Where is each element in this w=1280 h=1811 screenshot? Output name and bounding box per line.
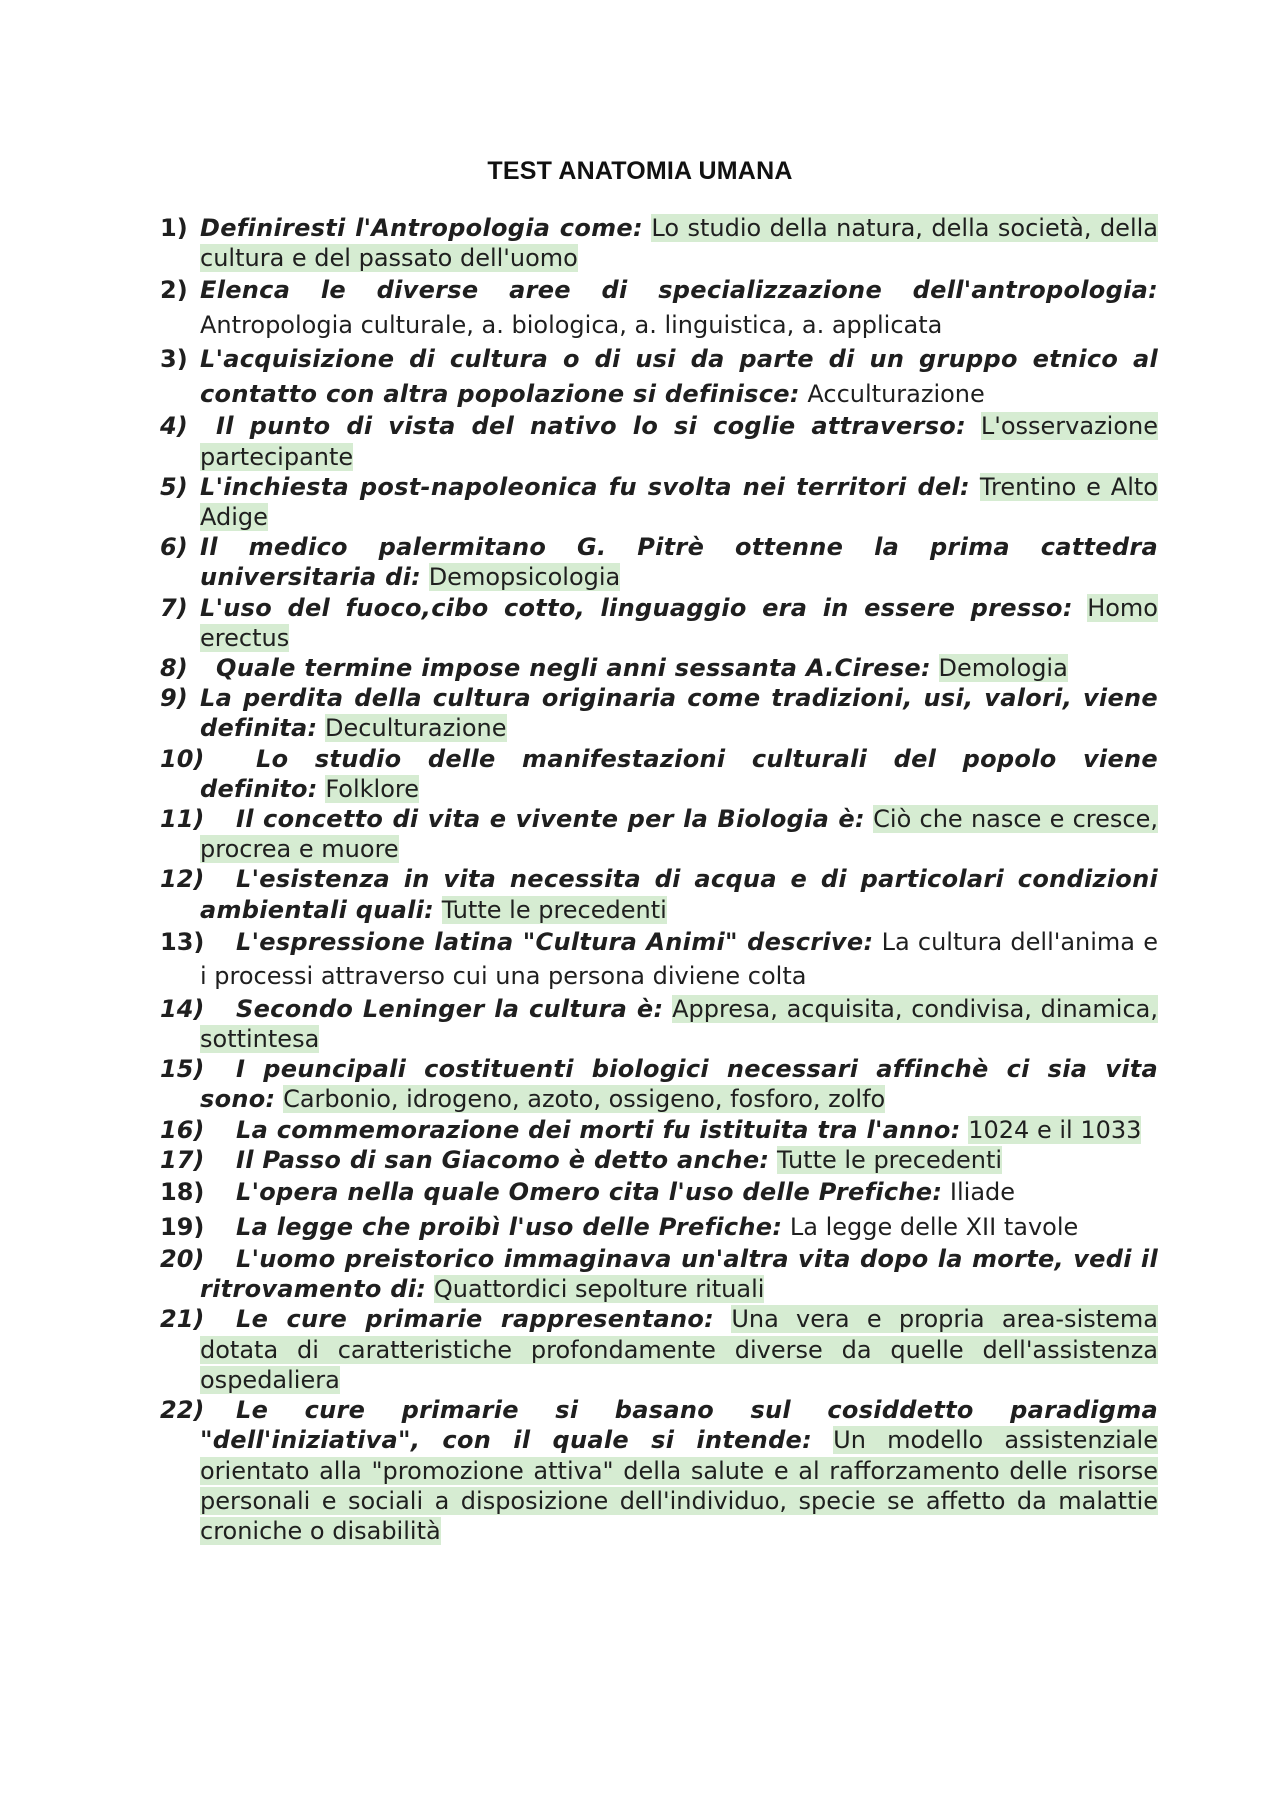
question-item [160,273,1158,342]
question-number: 5) [160,472,188,501]
question-text: La commemorazione dei morti fu istituita tra l'anno: [236,1115,961,1144]
answer-text: Lo studio della natura, della società, della cultura e del passato dell'uomo [200,214,1158,273]
question-text: Quale termine impose negli anni sessanta A.Cirese: [216,654,931,683]
question-text: Elenca le diverse aree di specializzazione dell'antropologia: [200,276,1158,305]
question-text: L'opera nella quale Omero cita l'uso delle Prefiche: [236,1178,943,1207]
answer-text: Trentino e Alto Adige [200,472,1158,532]
question-text: Lo studio delle manifestazioni culturali del popolo viene definito: [200,744,1158,803]
question-item [160,864,1158,924]
question-number: 6) [160,533,188,562]
question-text: I peuncipali costituenti biologici necessari affinchè ci sia vita sono: [200,1055,1158,1114]
answer-text: Tutte le precedenti [776,1145,1003,1174]
question-item [160,213,1158,273]
answer-text: Carbonio, idrogeno, azoto, ossigeno, fosforo, zolfo [283,1085,886,1114]
question-number: 10) [160,744,205,773]
question-number: 11) [160,805,205,834]
answer-text: L'osservazione partecipante [200,412,1159,471]
question-item [160,925,1158,994]
question-number: 7) [160,593,188,622]
question-item [160,994,1158,1054]
question-item [160,1175,1158,1210]
answer-text: Antropologia culturale, a. biologica, a. linguistica, a. applicata [200,310,943,339]
question-text: L'acquisizione di cultura o di usi da parte di un gruppo etnico al contatto con altra popolazione si definisce: [200,345,1158,408]
question-text: L'inchiesta post-napoleonica fu svolta nei territori del: [200,472,970,501]
question-number: 19) [160,1212,205,1241]
question-text: L'uso del fuoco,cibo cotto, linguaggio era in essere presso: [200,593,1073,622]
question-number: 12) [160,865,205,894]
question-text: La perdita della cultura originaria come tradizioni, usi, valori, viene definita: [200,684,1158,743]
answer-text: Ciò che nasce e cresce, procrea e muore [200,805,1158,864]
answer-text: Appresa, acquisita, condivisa, dinamica, sottintesa [200,994,1158,1054]
question-item [160,1304,1158,1395]
question-text: Il Passo di san Giacomo è detto anche: [236,1145,770,1174]
question-number: 21) [160,1305,205,1334]
question-number: 22) [160,1396,205,1425]
answer-text: Deculturazione [325,714,507,743]
question-item [160,1145,1158,1175]
question-item [160,342,1158,411]
question-text: Le cure primarie rappresentano: [236,1305,715,1334]
page-title: TEST ANATOMIA UMANA [487,157,793,185]
question-text: Secondo Leninger la cultura è: [236,994,664,1023]
question-item [160,1054,1158,1114]
answer-text: Homo erectus [200,593,1158,652]
answer-text: La legge delle XII tavole [789,1212,1079,1241]
question-number: 15) [160,1055,205,1084]
question-item [160,472,1158,532]
question-text: Definiresti l'Antropologia come: [200,214,643,242]
question-text: Le cure primarie si basano sul cosiddetto paradigma "dell'iniziativa", con il quale si intende: [200,1396,1158,1455]
question-item [160,653,1158,683]
answer-text: Folklore [325,774,419,803]
question-number: 2) [160,276,188,305]
question-number: 3) [160,345,188,374]
answer-text: Una vera e propria area-sistema dotata di caratteristiche profondamente diverse da quelle dell'assistenza ospedaliera [200,1305,1158,1394]
question-item [160,593,1158,653]
answer-text: Un modello assistenziale orientato alla "promozione attiva" della salute e al rafforzamento delle risorse personali e sociali a disposizione dell'individuo, specie se affetto da malattie croniche o disabilità [200,1426,1158,1545]
answer-text: Acculturazione [807,379,985,408]
answer-text: Quattordici sepolture rituali [433,1275,765,1304]
question-number: 14) [160,994,205,1023]
question-item [160,532,1158,592]
question-item [160,744,1158,804]
question-number: 9) [160,684,188,713]
question-text: L'esistenza in vita necessita di acqua e di particolari condizioni ambientali quali: [200,865,1158,924]
answer-text: Demopsicologia [428,563,621,592]
answer-text: La cultura dell'anima e i processi attraverso cui una persona diviene colta [200,927,1158,991]
question-text: La legge che proibì l'uso delle Prefiche: [236,1212,783,1241]
question-number: 8) [160,654,188,683]
question-number: 17) [160,1145,205,1174]
question-number: 20) [160,1245,205,1274]
answer-text: Demologia [938,654,1068,683]
question-item [160,1115,1158,1145]
question-text: Il concetto di vita e vivente per la Biologia è: [236,805,865,834]
question-text: Il medico palermitano G. Pitrè ottenne la prima cattedra universitaria di: [200,533,1158,592]
question-number: 16) [160,1115,205,1144]
question-number: 18) [160,1178,205,1207]
answer-text: Iliade [949,1178,1016,1207]
question-number: 1) [160,214,188,242]
question-text: L'espressione latina "Cultura Animi" descrive: [236,927,874,956]
question-list [160,213,1158,1546]
question-item [160,411,1158,471]
question-text: Il punto di vista del nativo lo si coglie attraverso: [216,412,966,441]
question-item [160,683,1158,743]
question-item [160,1244,1158,1304]
question-item [160,1395,1158,1546]
question-item [160,804,1158,864]
question-item [160,1210,1158,1245]
question-text: L'uomo preistorico immaginava un'altra vita dopo la morte, vedi il ritrovamento di: [200,1245,1158,1304]
question-number: 4) [160,412,188,441]
answer-text: 1024 e il 1033 [968,1115,1142,1144]
answer-text: Tutte le precedenti [441,895,667,924]
question-number: 13) [160,927,205,956]
